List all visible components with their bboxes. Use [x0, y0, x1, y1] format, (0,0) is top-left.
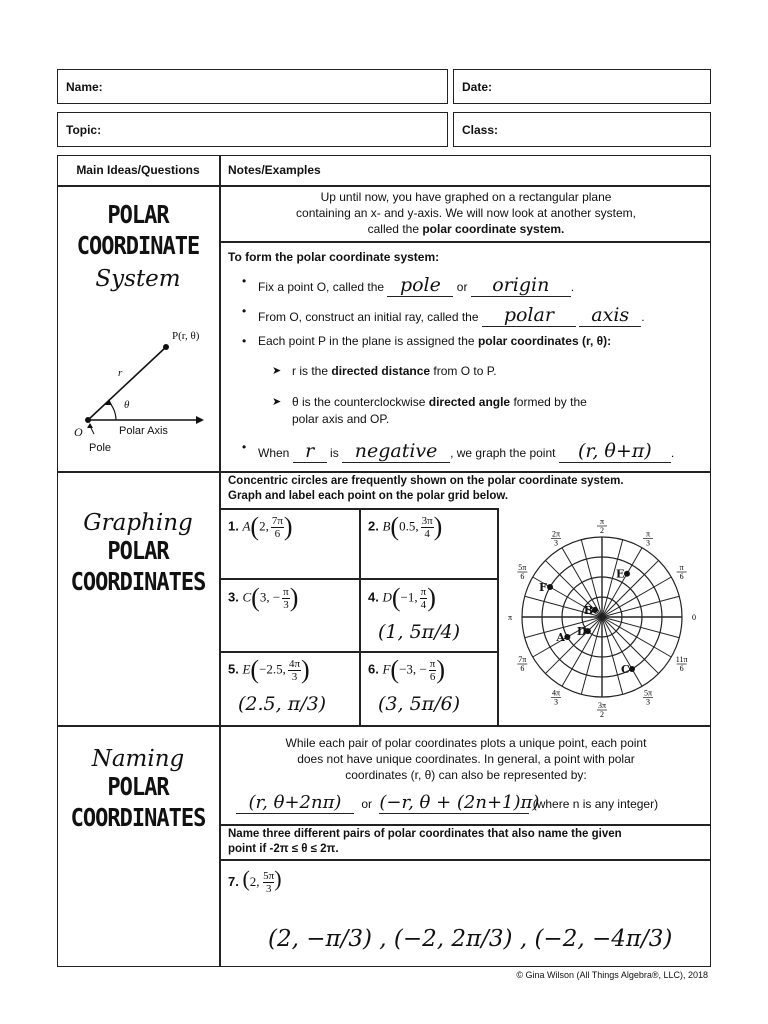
- section2-title-line2: COORDINATES: [70, 568, 206, 597]
- close-paren: ): [301, 655, 310, 684]
- section3-intro-2: does not have unique coordinates. In general, a point with polar: [297, 752, 635, 766]
- theta-fraction: [288, 658, 301, 683]
- section3-intro: [221, 735, 711, 783]
- date-label: Date:: [462, 80, 493, 94]
- section3-instruction: [228, 827, 622, 857]
- grid-spoke: [602, 617, 679, 638]
- frac-top: π: [283, 585, 289, 598]
- plotted-point-label: A: [556, 631, 565, 644]
- section1-title-script: System: [95, 266, 181, 292]
- open-paren: (: [390, 655, 400, 684]
- class-field[interactable]: [453, 112, 711, 147]
- point-label: B: [382, 518, 391, 534]
- answer-point: (r, θ+π): [559, 440, 671, 463]
- plotted-point-label: B: [583, 603, 594, 617]
- section2-instruction-2: Graph and label each point on the polar grid below.: [228, 490, 509, 502]
- problem-answer: (3, 5π/6): [378, 693, 461, 715]
- plotted-point: [629, 666, 635, 672]
- plotted-point: [624, 571, 630, 577]
- sub-directed-angle: [292, 394, 587, 428]
- plotted-point-label: D: [576, 625, 587, 639]
- general-forms: [236, 792, 658, 814]
- answer-negative: negative: [342, 440, 450, 463]
- row-divider: [219, 241, 711, 243]
- row-divider: [57, 725, 711, 727]
- open-paren: (: [250, 512, 260, 541]
- frac-top: 3π: [421, 514, 433, 527]
- problem-2: [368, 512, 442, 542]
- topic-field[interactable]: [57, 112, 448, 147]
- problem-answer: (2.5, π/3): [238, 693, 327, 715]
- row-divider: [57, 185, 711, 187]
- row-divider: [219, 859, 711, 861]
- angle-label-top: 4π: [551, 688, 561, 698]
- frac-top: 7π: [271, 514, 283, 527]
- angle-label-top: 5π: [518, 563, 527, 572]
- topic-label: Topic:: [66, 123, 102, 137]
- section3-instruction-1: Name three different pairs of polar coordinates that also name the given: [228, 828, 622, 840]
- r-value: −3,: [399, 661, 417, 677]
- problem-7-answer: (2, −π/3) , (−2, 2π/3) , (−2, −4π/3): [268, 926, 673, 952]
- section2-title-line1: POLAR: [107, 537, 169, 566]
- answer-polar: polar: [482, 304, 576, 327]
- name-label: Name:: [66, 80, 103, 94]
- angle-label-top: π: [679, 563, 684, 572]
- section3-title: [57, 746, 219, 834]
- theta-fraction: [271, 515, 284, 540]
- polar-system-heading: To form the polar coordinate system:: [228, 250, 440, 264]
- diagram-theta-label: θ: [124, 399, 130, 411]
- theta-fraction: [421, 515, 434, 540]
- angle-label-top: 11π: [675, 655, 688, 664]
- date-field[interactable]: [453, 69, 711, 104]
- r-value: 0.5,: [399, 518, 419, 534]
- open-paren: (: [251, 583, 260, 612]
- r-value: 3,: [259, 589, 270, 605]
- intro-line-3: [221, 221, 711, 237]
- r-value: −2.5,: [259, 661, 286, 677]
- sub1-text-b: from O to P.: [433, 364, 497, 378]
- problem-7: [228, 866, 282, 895]
- main-ideas-heading: Main Ideas/Questions: [76, 163, 200, 177]
- section3-intro-1: While each pair of polar coordinates plots a unique point, each point: [285, 736, 647, 750]
- angle-label-bottom: 6: [679, 572, 684, 581]
- angle-label-bottom: 6: [520, 572, 525, 581]
- angle-label-bottom: 3: [554, 538, 558, 548]
- sub2-line2: polar axis and OP.: [292, 412, 390, 426]
- diagram-axis-label: Polar Axis: [119, 425, 168, 437]
- theta-fraction: [282, 586, 290, 611]
- problem-number: 6.: [368, 661, 383, 677]
- bullet-polar-coords-text: Each point P in the plane is assigned the: [258, 334, 475, 348]
- point-label: A: [242, 518, 251, 534]
- angle-label-top: π: [599, 517, 605, 526]
- section1-title-line2: COORDINATE: [76, 232, 200, 261]
- problem-7-fraction: [263, 870, 274, 895]
- answer-form-2: (−r, θ + (2n+1)π): [379, 792, 540, 813]
- problem-grid-row: [219, 651, 497, 653]
- bullet-polar-coords-bold: polar coordinates (r, θ):: [477, 334, 612, 348]
- problem-number: 5.: [228, 661, 243, 677]
- column-divider: [219, 155, 221, 967]
- problem-1: [228, 512, 293, 542]
- angle-label-bottom: 6: [520, 664, 525, 673]
- angle-label-bottom: 3: [646, 538, 650, 548]
- angle-label-top: 5π: [643, 688, 653, 698]
- answer-r: r: [293, 440, 327, 463]
- close-paren: ): [427, 583, 436, 612]
- problem-number: 1.: [228, 518, 243, 534]
- intro-line-3-text: called the: [367, 222, 423, 236]
- theta-sign: −: [416, 661, 427, 677]
- bullet-pole: • Fix a point O, called the pole or origin .: [258, 274, 574, 297]
- diagram-pole-label: Pole: [89, 442, 112, 454]
- angle-label: π: [507, 613, 513, 622]
- section1-title-line1: POLAR: [107, 201, 169, 230]
- frac-top: π: [429, 657, 436, 670]
- row-divider: [219, 824, 711, 826]
- sub1-text-a: r is the: [292, 364, 329, 378]
- problem-7-frac-top: 5π: [263, 870, 275, 883]
- problem-number: 3.: [228, 589, 243, 605]
- bullet-polar-axis-text: From O, construct an initial ray, called the: [258, 310, 479, 324]
- polar-grid: [499, 510, 709, 724]
- frac-top: 4π: [288, 657, 300, 670]
- answer-origin: origin: [471, 274, 571, 297]
- frac-bot: 3: [291, 670, 298, 683]
- frac-bot: 4: [424, 527, 430, 540]
- problem-7-r: 2,: [249, 874, 260, 889]
- intro-line-1: Up until now, you have graphed on a rectangular plane: [320, 190, 612, 204]
- answer-axis: axis: [579, 304, 641, 327]
- point-label: C: [242, 589, 252, 605]
- plotted-point-label: F: [539, 581, 547, 594]
- problem-7-number: 7.: [228, 874, 239, 889]
- bullet-polar-coords: [258, 334, 611, 348]
- bullet-pole-text: Fix a point O, called the: [258, 280, 385, 294]
- plotted-point: [564, 634, 570, 640]
- r-value: 2,: [259, 518, 269, 534]
- point-label: F: [382, 661, 391, 677]
- angle-label-top: π: [645, 529, 651, 539]
- section3-title-line1: POLAR: [107, 773, 169, 802]
- diagram-point-label: P(r, θ): [172, 330, 200, 342]
- problem-7-frac-bot: 3: [265, 883, 272, 896]
- sub2-text-b: formed by the: [513, 395, 587, 409]
- close-paren: ): [433, 512, 443, 541]
- angle-label-top: 3π: [597, 701, 607, 710]
- where-text: (where n is any integer): [532, 797, 659, 811]
- sub-directed-distance: [292, 364, 497, 378]
- intro-line-3-bold: polar coordinate system.: [422, 222, 565, 236]
- answer-pole: pole: [387, 274, 453, 297]
- diagram-r-label: r: [118, 367, 123, 379]
- plotted-point-label: C: [621, 662, 630, 676]
- answer-form-1: (r, θ+2nπ): [236, 792, 354, 814]
- frac-bot: 4: [420, 598, 427, 611]
- problem-4: [368, 583, 436, 613]
- angle-label-bottom: 3: [646, 697, 650, 707]
- section2-instruction: [228, 474, 624, 504]
- section3-title-line2: COORDINATES: [70, 804, 206, 833]
- angle-label-bottom: 3: [554, 697, 558, 707]
- problem-6: [368, 655, 445, 685]
- bullet-pole-or: or: [456, 280, 468, 294]
- open-paren: (: [391, 583, 401, 612]
- angle-label: 0: [692, 613, 696, 622]
- grid-spoke: [602, 596, 679, 617]
- bullet-negative-graph: , we graph the point: [450, 446, 556, 460]
- angle-label-bottom: 2: [600, 710, 604, 719]
- sub1-bold: directed distance: [331, 364, 431, 378]
- grid-spoke: [602, 617, 623, 694]
- problem-number: 4.: [368, 589, 383, 605]
- plotted-point: [547, 584, 553, 590]
- point-label: D: [382, 589, 392, 605]
- close-paren: ): [289, 583, 299, 612]
- angle-label-top: 7π: [518, 655, 527, 664]
- frac-bot: 3: [283, 598, 289, 611]
- section2-title-script: Graphing: [83, 510, 193, 536]
- bullet-negative-is: is: [330, 446, 339, 460]
- problem-7-close: ): [274, 866, 282, 891]
- class-label: Class:: [462, 123, 499, 137]
- problem-grid-col: [359, 508, 361, 725]
- open-paren: (: [390, 512, 400, 541]
- angle-label-bottom: 2: [600, 526, 604, 535]
- section1-title: [57, 200, 219, 292]
- problem-number: 2.: [368, 518, 383, 534]
- plotted-point-label: E: [616, 567, 625, 581]
- section1-intro: [221, 189, 711, 237]
- section3-instruction-2: point if -2π ≤ θ ≤ 2π.: [228, 843, 339, 855]
- frac-bot: 6: [274, 527, 281, 540]
- or-text: or: [361, 797, 373, 811]
- close-paren: ): [283, 512, 293, 541]
- close-paren: ): [436, 655, 446, 684]
- bullet-negative-r: • When r is negative , we graph the point (r, θ+π) .: [258, 440, 674, 463]
- problem-7-open: (: [242, 866, 250, 891]
- section2-instruction-1: Concentric circles are frequently shown on the polar coordinate system.: [228, 475, 624, 487]
- intro-line-2: containing an x- and y-axis. We will now look at another system,: [296, 206, 636, 220]
- problem-5: [228, 655, 310, 685]
- theta-sign: −: [269, 589, 281, 605]
- sub2-bold: directed angle: [428, 395, 511, 409]
- problem-grid-row: [219, 578, 497, 580]
- problem-grid-top: [219, 508, 497, 510]
- row-divider: [57, 471, 711, 473]
- diagram-o-label: O: [74, 425, 83, 439]
- name-field[interactable]: [57, 69, 448, 104]
- frac-bot: 6: [429, 670, 436, 683]
- section3-title-script: Naming: [91, 746, 185, 772]
- notes-heading: Notes/Examples: [228, 163, 321, 177]
- point-label: E: [242, 661, 251, 677]
- frac-top: π: [420, 585, 427, 598]
- section3-intro-3: coordinates (r, θ) can also be represented by:: [345, 768, 587, 782]
- section2-title: [57, 510, 219, 598]
- bullet-polar-axis: • From O, construct an initial ray, called the polar axis .: [258, 304, 645, 327]
- angle-label-top: 2π: [551, 529, 561, 539]
- angle-label-bottom: 6: [679, 664, 684, 673]
- bullet-negative-text: When: [258, 446, 290, 460]
- open-paren: (: [250, 655, 260, 684]
- problem-3: [228, 583, 298, 613]
- r-value: −1,: [400, 589, 418, 605]
- problem-answer: (1, 5π/4): [378, 621, 461, 643]
- sub2-text-a: θ is the counterclockwise: [292, 395, 426, 409]
- copyright-footer: © Gina Wilson (All Things Algebra®, LLC), 2018: [516, 970, 708, 980]
- sub2-line1: [292, 394, 587, 411]
